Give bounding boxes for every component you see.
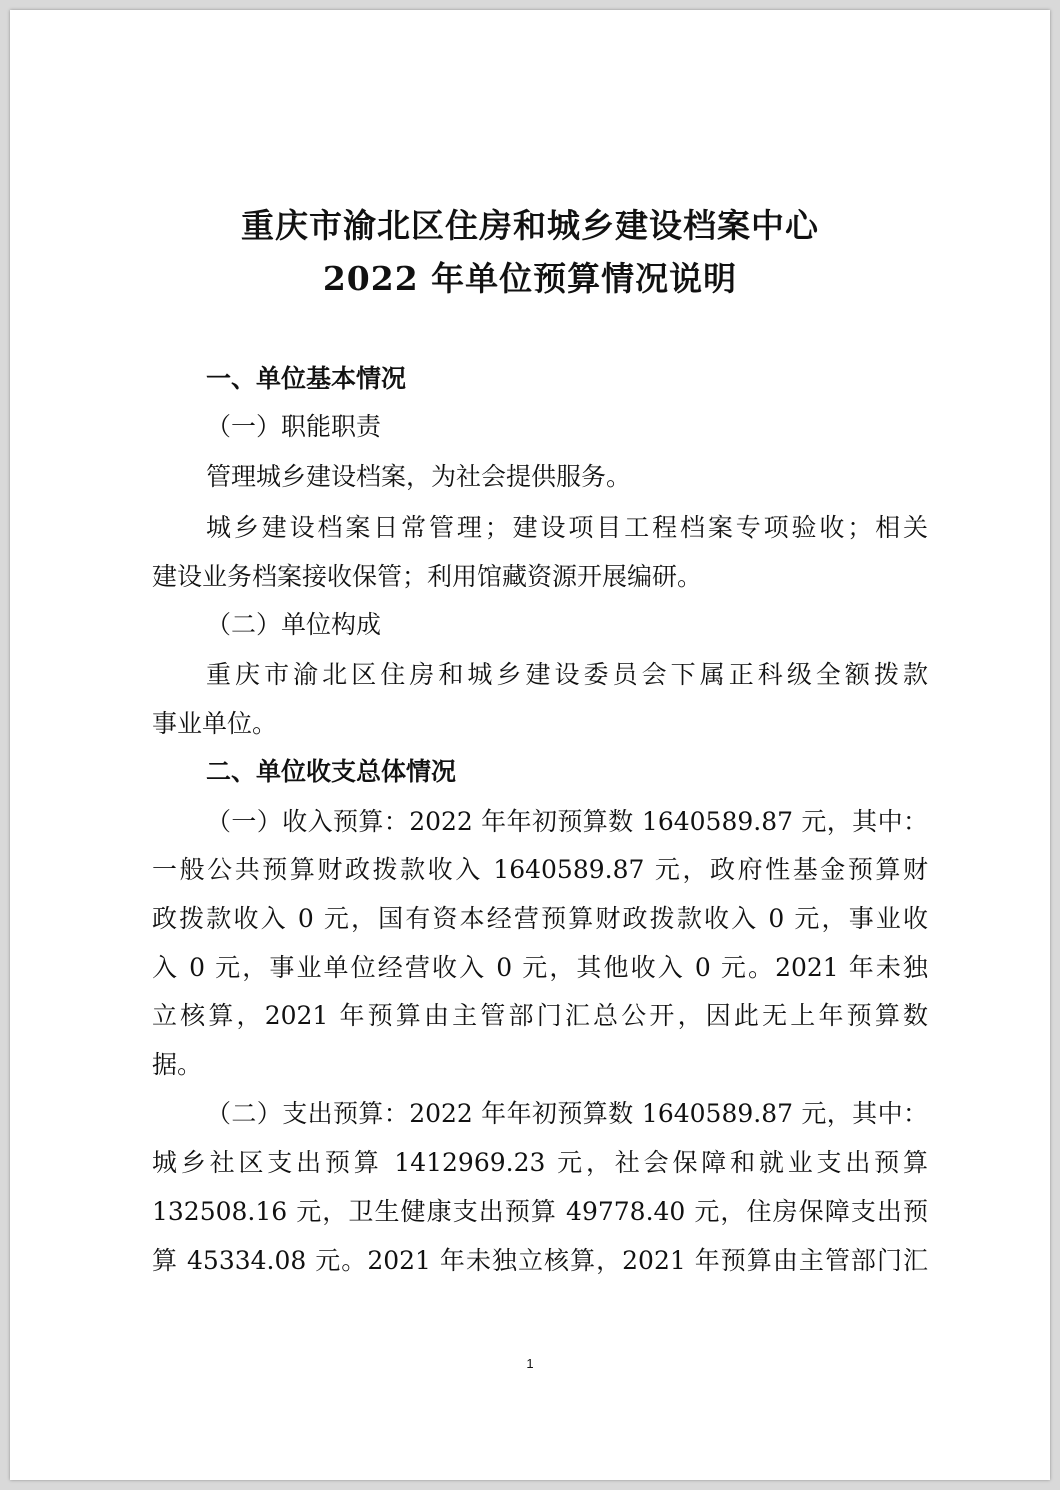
paragraph-line: 政拨款收入 0 元，国有资本经营预算财政拨款收入 0 元，事业收 <box>152 904 928 933</box>
section-heading-basic-info: 一、单位基本情况 <box>206 364 407 393</box>
paragraph-line: 入 0 元，事业单位经营收入 0 元，其他收入 0 元。2021 年未独 <box>152 953 928 982</box>
paragraph-line: 132508.16 元，卫生健康支出预算 49778.40 元，住房保障支出预 <box>152 1197 928 1226</box>
document-title-line-2: 2022 年单位预算情况说明 <box>322 259 738 298</box>
paragraph-line: 立核算，2021 年预算由主管部门汇总公开，因此无上年预算数 <box>152 1001 928 1030</box>
document-page <box>10 10 1050 1480</box>
paragraph-line: （二）支出预算：2022 年年初预算数 1640589.87 元，其中： <box>206 1099 928 1128</box>
paragraph-line: 建设业务档案接收保管；利用馆藏资源开展编研。 <box>152 562 703 591</box>
paragraph-line: 一般公共预算财政拨款收入 1640589.87 元，政府性基金预算财 <box>152 855 928 884</box>
paragraph-line: 算 45334.08 元。2021 年未独立核算，2021 年预算由主管部门汇 <box>152 1246 928 1275</box>
page-number: 1 <box>526 1356 534 1371</box>
paragraph-line: 城乡社区支出预算 1412969.23 元，社会保障和就业支出预算 <box>152 1148 928 1177</box>
paragraph-line: （一）收入预算：2022 年年初预算数 1640589.87 元，其中： <box>206 807 928 836</box>
document-title-line-1: 重庆市渝北区住房和城乡建设档案中心 <box>241 206 819 245</box>
paragraph-line: 事业单位。 <box>152 709 278 738</box>
section-heading-budget-overview: 二、单位收支总体情况 <box>206 757 457 786</box>
paragraph-line: 据。 <box>152 1050 203 1079</box>
paragraph-line: 重庆市渝北区住房和城乡建设委员会下属正科级全额拨款 <box>206 660 928 689</box>
subheading-unit-composition: （二）单位构成 <box>206 610 382 639</box>
subheading-functions: （一）职能职责 <box>206 412 382 441</box>
paragraph-line: 管理城乡建设档案，为社会提供服务。 <box>206 462 632 491</box>
paragraph-line: 城乡建设档案日常管理；建设项目工程档案专项验收；相关 <box>206 513 928 542</box>
